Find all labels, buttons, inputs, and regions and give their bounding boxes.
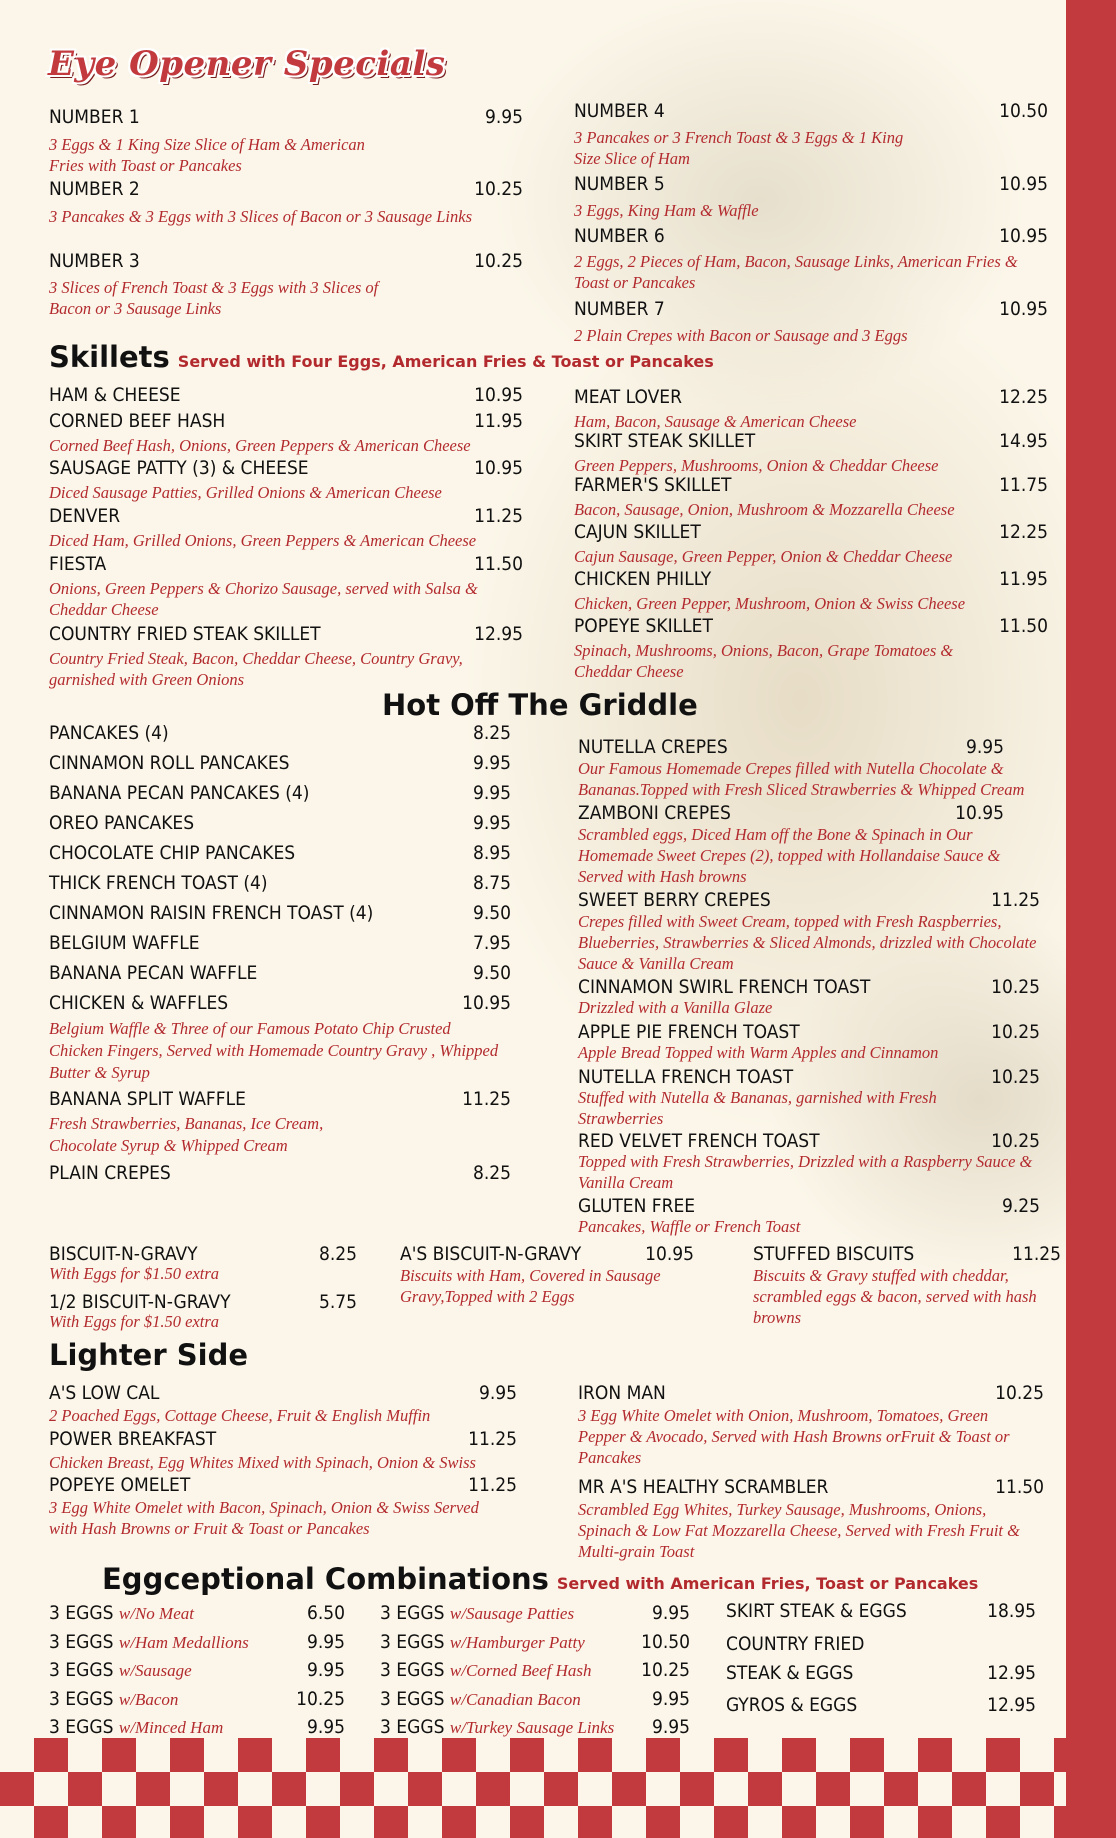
menu-item-price: 10.95 <box>462 992 511 1014</box>
menu-item-name: NUMBER 5 10.95 <box>574 173 1048 195</box>
menu-item-name: BELGIUM WAFFLE 7.95 <box>49 932 511 954</box>
menu-item-name: CHOCOLATE CHIP PANCAKES 8.95 <box>49 842 511 864</box>
menu-item-name: NUTELLA CREPES 9.95 <box>578 736 1004 758</box>
menu-item-price: 10.25 <box>991 1130 1040 1152</box>
menu-item-price: 10.50 <box>999 100 1048 122</box>
menu-item-price: 10.25 <box>474 250 523 272</box>
menu-item-name: POPEYE SKILLET 11.50 <box>574 615 1048 637</box>
menu-item-description: Chicken Breast, Egg Whites Mixed with Spinach, Onion & Swiss <box>49 1453 476 1472</box>
combo-item: 3 EGGS w/Minced Ham 9.95 <box>49 1716 345 1738</box>
menu-item-price: 11.25 <box>468 1474 517 1496</box>
menu-item-description: Spinach, Mushrooms, Onions, Bacon, Grape Tomatoes & Cheddar Cheese <box>574 641 954 681</box>
menu-item-name: CHICKEN PHILLY 11.95 <box>574 568 1048 590</box>
menu-item-price: 9.95 <box>651 1688 690 1710</box>
menu-item-name: CHICKEN & WAFFLES 10.95 <box>49 992 511 1014</box>
menu-item-description: 3 Pancakes or 3 French Toast & 3 Eggs & 1 King Size Slice of Ham <box>574 128 904 168</box>
combo-item: 3 EGGS w/Sausage Patties 9.95 <box>380 1602 690 1624</box>
section-heading-combinations: Eggceptional Combinations Served with American Fries, Toast or Pancakes <box>102 1562 979 1596</box>
menu-item-name: SAUSAGE PATTY (3) & CHEESE 10.95 <box>49 457 523 479</box>
menu-item-description: Diced Sausage Patties, Grilled Onions & American Cheese <box>49 483 442 502</box>
menu-item-name: ZAMBONI CREPES 10.95 <box>578 802 1004 824</box>
menu-item-name: GLUTEN FREE 9.25 <box>578 1195 1040 1217</box>
menu-item-price: 9.95 <box>306 1716 345 1738</box>
menu-item-description: 3 Egg White Omelet with Onion, Mushroom, Tomatoes, Green Pepper & Avocado, Served with Hash Browns orFruit & Toast or Pancakes <box>578 1406 1010 1467</box>
combo-item: 3 EGGS w/Sausage 9.95 <box>49 1659 345 1681</box>
menu-item-description: 3 Pancakes & 3 Eggs with 3 Slices of Bacon or 3 Sausage Links <box>49 207 472 226</box>
menu-item-name: A'S BISCUIT-N-GRAVY 10.95 <box>400 1243 694 1265</box>
menu-item-description: 2 Poached Eggs, Cottage Cheese, Fruit & English Muffin <box>49 1406 431 1425</box>
menu-item-description: With Eggs for $1.50 extra <box>49 1312 220 1331</box>
menu-item-price: 10.95 <box>999 225 1048 247</box>
menu-item-name: IRON MAN 10.25 <box>578 1382 1044 1404</box>
combo-item: COUNTRY FRIED <box>726 1633 865 1655</box>
menu-item-price: 10.50 <box>641 1631 690 1653</box>
menu-item-price: 10.95 <box>999 298 1048 320</box>
menu-item-description: Stuffed with Nutella & Bananas, garnished with Fresh Strawberries <box>578 1088 937 1128</box>
menu-item-name: CINNAMON ROLL PANCAKES 9.95 <box>49 752 511 774</box>
menu-item-price: 10.25 <box>296 1688 345 1710</box>
menu-item-description: Drizzled with a Vanilla Glaze <box>578 998 773 1017</box>
menu-item-description: Diced Ham, Grilled Onions, Green Peppers & American Cheese <box>49 531 477 550</box>
menu-item-name: CINNAMON SWIRL FRENCH TOAST 10.25 <box>578 976 1040 998</box>
section-subheading: Served with Four Eggs, American Fries & Toast or Pancakes <box>177 352 714 371</box>
combo-item: GYROS & EGGS 12.95 <box>726 1694 1036 1716</box>
menu-item-description: Topped with Fresh Strawberries, Drizzled with a Raspberry Sauce & Vanilla Cream <box>578 1152 1033 1192</box>
menu-item-name: BISCUIT-N-GRAVY 8.25 <box>49 1243 357 1265</box>
menu-item-name: OREO PANCAKES 9.95 <box>49 812 511 834</box>
menu-item-price: 11.75 <box>999 474 1048 496</box>
menu-item-description: Apple Bread Topped with Warm Apples and Cinnamon <box>578 1043 939 1062</box>
section-heading-griddle: Hot Off The Griddle <box>382 688 698 722</box>
menu-item-description: Pancakes, Waffle or French Toast <box>578 1217 801 1236</box>
menu-item-description: Crepes filled with Sweet Cream, topped with Fresh Raspberries, Blueberries, Strawberries & Sliced Almonds, drizzled with Chocolate Sauce & Vanilla Cream <box>578 912 1037 973</box>
section-heading-skillets: Skillets Served with Four Eggs, American Fries & Toast or Pancakes <box>49 340 714 374</box>
menu-item-price: 9.50 <box>472 902 511 924</box>
menu-item-name: BANANA SPLIT WAFFLE 11.25 <box>49 1088 511 1110</box>
menu-item-price: 9.95 <box>472 782 511 804</box>
combo-item: 3 EGGS w/Bacon 10.25 <box>49 1688 345 1710</box>
menu-item-price: 11.95 <box>474 410 523 432</box>
menu-item-price: 18.95 <box>987 1600 1036 1622</box>
combo-item: 3 EGGS w/Corned Beef Hash 10.25 <box>380 1659 690 1681</box>
combo-item: 3 EGGS w/Ham Medallions 9.95 <box>49 1631 345 1653</box>
menu-item-price: 11.50 <box>999 615 1048 637</box>
menu-item-price: 8.95 <box>472 842 511 864</box>
menu-item-name: MEAT LOVER 12.25 <box>574 386 1048 408</box>
menu-item-description: 2 Eggs, 2 Pieces of Ham, Bacon, Sausage Links, American Fries & Toast or Pancakes <box>574 252 1018 292</box>
menu-item-price: 11.50 <box>995 1476 1044 1498</box>
menu-item-description: 3 Egg White Omelet with Bacon, Spinach, Onion & Swiss Served with Hash Browns or Fruit & Toast or Pancakes <box>49 1498 479 1538</box>
menu-item-price: 14.95 <box>999 430 1048 452</box>
menu-item-description: Corned Beef Hash, Onions, Green Peppers & American Cheese <box>49 436 471 455</box>
menu-item-description: 3 Slices of French Toast & 3 Eggs with 3 Slices of Bacon or 3 Sausage Links <box>49 278 379 318</box>
red-side-bar <box>1066 0 1116 1838</box>
menu-item-name: CINNAMON RAISIN FRENCH TOAST (4) 9.50 <box>49 902 511 924</box>
menu-item-price: 12.25 <box>999 386 1048 408</box>
combo-item: STEAK & EGGS 12.95 <box>726 1662 1036 1684</box>
menu-item-price: 9.95 <box>965 736 1004 758</box>
menu-item-description: 2 Plain Crepes with Bacon or Sausage and 3 Eggs <box>574 326 908 345</box>
menu-item-price: 12.95 <box>987 1694 1036 1716</box>
menu-item-description: Biscuits & Gravy stuffed with cheddar, scrambled eggs & bacon, served with hash browns <box>753 1266 1037 1327</box>
menu-item-price: 10.25 <box>991 1066 1040 1088</box>
menu-item-name: COUNTRY FRIED STEAK SKILLET 12.95 <box>49 623 523 645</box>
menu-item-price: 9.95 <box>651 1716 690 1738</box>
menu-item-name: POWER BREAKFAST 11.25 <box>49 1428 517 1450</box>
menu-item-price: 9.95 <box>472 752 511 774</box>
menu-item-price: 9.95 <box>484 106 523 128</box>
checkered-border <box>0 1738 1066 1838</box>
menu-item-description: Belgium Waffle & Three of our Famous Potato Chip Crusted Chicken Fingers, Served with Homemade Country Gravy , Whipped Butter & Syrup <box>49 1019 499 1082</box>
menu-item-price: 9.50 <box>472 962 511 984</box>
menu-item-name: NUMBER 1 9.95 <box>49 106 523 128</box>
menu-item-price: 10.25 <box>641 1659 690 1681</box>
menu-item-price: 11.25 <box>468 1428 517 1450</box>
menu-item-price: 11.25 <box>462 1088 511 1110</box>
menu-item-name: MR A'S HEALTHY SCRAMBLER 11.50 <box>578 1476 1044 1498</box>
menu-item-price: 9.95 <box>651 1602 690 1624</box>
combo-item: 3 EGGS w/Hamburger Patty 10.50 <box>380 1631 690 1653</box>
menu-item-price: 10.25 <box>474 178 523 200</box>
section-subheading: Served with American Fries, Toast or Pancakes <box>556 1574 979 1593</box>
menu-item-name: PANCAKES (4) 8.25 <box>49 722 511 744</box>
menu-item-price: 10.95 <box>955 802 1004 824</box>
menu-item-name: NUMBER 3 10.25 <box>49 250 523 272</box>
menu-item-price: 10.25 <box>995 1382 1044 1404</box>
menu-item-price: 9.95 <box>472 812 511 834</box>
menu-item-name: RED VELVET FRENCH TOAST 10.25 <box>578 1130 1040 1152</box>
menu-item-price: 11.25 <box>1012 1243 1061 1265</box>
menu-item-name: NUMBER 6 10.95 <box>574 225 1048 247</box>
menu-item-description: Biscuits with Ham, Covered in Sausage Gravy,Topped with 2 Eggs <box>400 1266 661 1306</box>
menu-item-name: HAM & CHEESE 10.95 <box>49 384 523 406</box>
combo-item: SKIRT STEAK & EGGS 18.95 <box>726 1600 1036 1622</box>
menu-item-price: 12.95 <box>987 1662 1036 1684</box>
menu-item-price: 12.25 <box>999 521 1048 543</box>
menu-item-price: 9.25 <box>1001 1195 1040 1217</box>
menu-item-price: 10.95 <box>645 1243 694 1265</box>
menu-item-price: 9.95 <box>306 1631 345 1653</box>
menu-item-price: 5.75 <box>318 1291 357 1313</box>
menu-item-description: Green Peppers, Mushrooms, Onion & Cheddar Cheese <box>574 456 939 475</box>
menu-item-name: SWEET BERRY CREPES 11.25 <box>578 889 1040 911</box>
menu-item-description: Onions, Green Peppers & Chorizo Sausage, served with Salsa & Cheddar Cheese <box>49 579 478 619</box>
menu-item-description: Fresh Strawberries, Bananas, Ice Cream, Chocolate Syrup & Whipped Cream <box>49 1114 324 1155</box>
menu-item-description: Country Fried Steak, Bacon, Cheddar Cheese, Country Gravy, garnished with Green Onions <box>49 649 463 689</box>
menu-item-price: 10.25 <box>991 1021 1040 1043</box>
menu-item-price: 8.75 <box>472 872 511 894</box>
combo-item: 3 EGGS w/Canadian Bacon 9.95 <box>380 1688 690 1710</box>
menu-item-name: BANANA PECAN WAFFLE 9.50 <box>49 962 511 984</box>
menu-item-price: 11.25 <box>991 889 1040 911</box>
menu-item-name: A'S LOW CAL 9.95 <box>49 1382 517 1404</box>
menu-item-price: 8.25 <box>318 1243 357 1265</box>
menu-item-name: POPEYE OMELET 11.25 <box>49 1474 517 1496</box>
menu-item-name: SKIRT STEAK SKILLET 14.95 <box>574 430 1048 452</box>
menu-item-description: 3 Eggs, King Ham & Waffle <box>574 201 759 220</box>
menu-item-price: 8.25 <box>472 1162 511 1184</box>
menu-item-description: Chicken, Green Pepper, Mushroom, Onion & Swiss Cheese <box>574 594 966 613</box>
menu-item-description: Scrambled Egg Whites, Turkey Sausage, Mushrooms, Onions, Spinach & Low Fat Mozzarella Cheese, Served with Fresh Fruit & Multi-grain Toast <box>578 1500 1020 1561</box>
menu-item-price: 12.95 <box>474 623 523 645</box>
combo-item: 3 EGGS w/No Meat 6.50 <box>49 1602 345 1624</box>
menu-item-name: FIESTA 11.50 <box>49 553 523 575</box>
menu-item-name: PLAIN CREPES 8.25 <box>49 1162 511 1184</box>
menu-item-name: NUMBER 7 10.95 <box>574 298 1048 320</box>
menu-item-description: Bacon, Sausage, Onion, Mushroom & Mozzarella Cheese <box>574 500 955 519</box>
menu-item-name: DENVER 11.25 <box>49 505 523 527</box>
menu-item-description: Cajun Sausage, Green Pepper, Onion & Cheddar Cheese <box>574 547 953 566</box>
menu-item-price: 7.95 <box>472 932 511 954</box>
menu-item-price: 11.50 <box>474 553 523 575</box>
menu-item-description: With Eggs for $1.50 extra <box>49 1264 220 1283</box>
menu-item-name: THICK FRENCH TOAST (4) 8.75 <box>49 872 511 894</box>
menu-item-name: NUMBER 2 10.25 <box>49 178 523 200</box>
combo-item: 3 EGGS w/Turkey Sausage Links 9.95 <box>380 1716 690 1738</box>
menu-item-name: STUFFED BISCUITS 11.25 <box>753 1243 1061 1265</box>
menu-item-price: 6.50 <box>306 1602 345 1624</box>
menu-item-description: Scrambled eggs, Diced Ham off the Bone & Spinach in Our Homemade Sweet Crepes (2), topped with Hollandaise Sauce & Served with Hash browns <box>578 825 1001 886</box>
menu-item-price: 10.95 <box>474 384 523 406</box>
menu-item-name: FARMER'S SKILLET 11.75 <box>574 474 1048 496</box>
menu-item-price: 8.25 <box>472 722 511 744</box>
menu-item-name: NUTELLA FRENCH TOAST 10.25 <box>578 1066 1040 1088</box>
menu-item-name: APPLE PIE FRENCH TOAST 10.25 <box>578 1021 1040 1043</box>
menu-item-price: 11.95 <box>999 568 1048 590</box>
section-heading-lighter-side: Lighter Side <box>49 1338 249 1372</box>
menu-item-price: 9.95 <box>306 1659 345 1681</box>
menu-item-name: 1/2 BISCUIT-N-GRAVY 5.75 <box>49 1291 357 1313</box>
menu-item-description: 3 Eggs & 1 King Size Slice of Ham & American Fries with Toast or Pancakes <box>49 135 365 175</box>
menu-item-price: 9.95 <box>478 1382 517 1404</box>
menu-item-name: CAJUN SKILLET 12.25 <box>574 521 1048 543</box>
menu-item-price: 11.25 <box>474 505 523 527</box>
menu-item-name: BANANA PECAN PANCAKES (4) 9.95 <box>49 782 511 804</box>
menu-item-description: Our Famous Homemade Crepes filled with Nutella Chocolate & Bananas.Topped with Fresh Sliced Strawberries & Whipped Cream <box>578 759 1025 799</box>
menu-item-price: 10.95 <box>999 173 1048 195</box>
menu-item-price: 10.95 <box>474 457 523 479</box>
menu-item-name: NUMBER 4 10.50 <box>574 100 1048 122</box>
menu-item-price: 10.25 <box>991 976 1040 998</box>
menu-item-name: CORNED BEEF HASH 11.95 <box>49 410 523 432</box>
menu-item-description: Ham, Bacon, Sausage & American Cheese <box>574 412 857 431</box>
menu-title: Eye Opener Specials <box>48 44 446 84</box>
